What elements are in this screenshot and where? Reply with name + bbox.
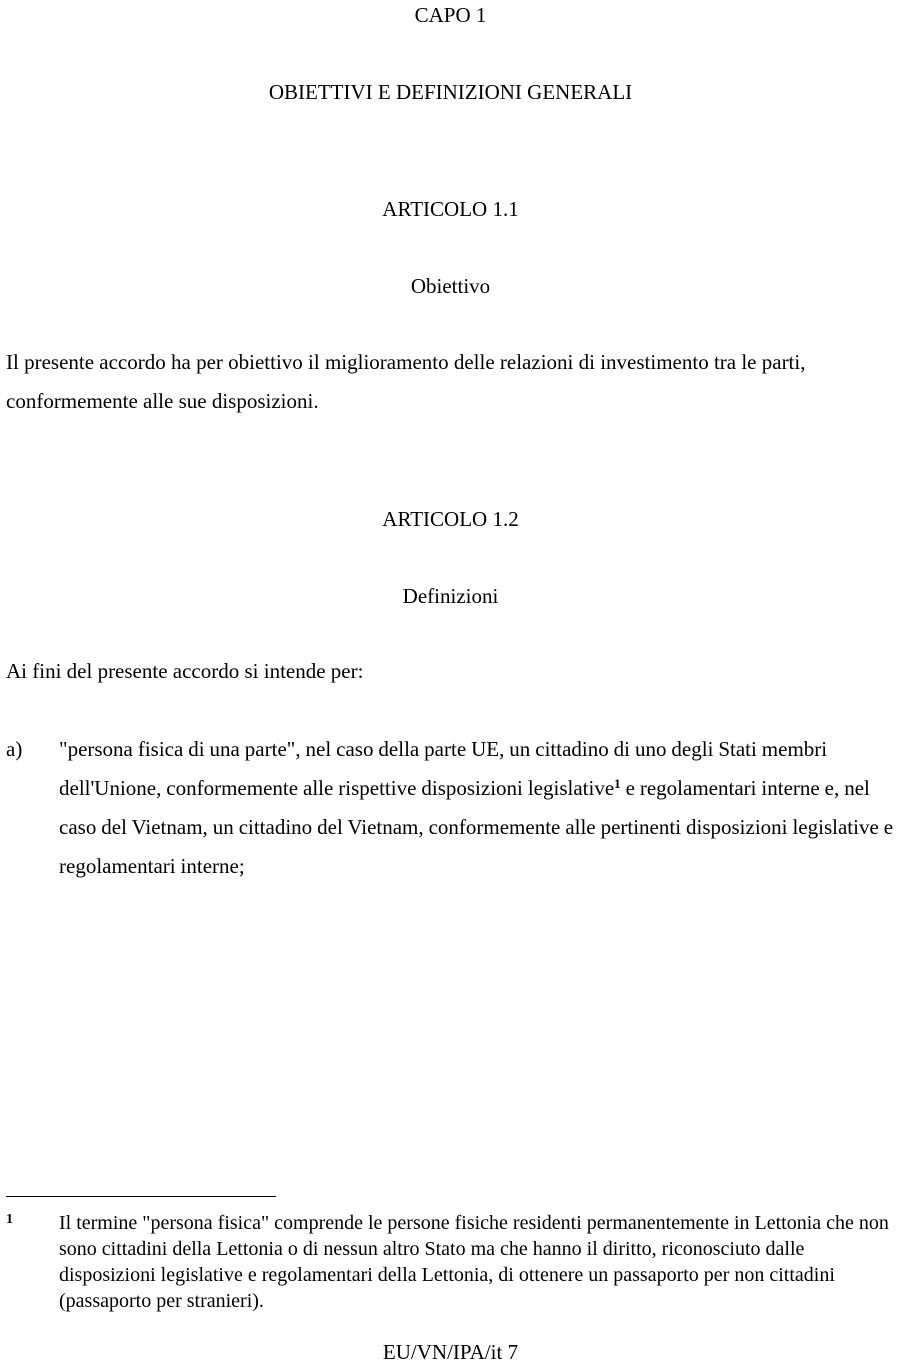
- footnote-reference[interactable]: 1: [614, 776, 621, 791]
- page-footer: EU/VN/IPA/it 7: [382, 1340, 519, 1364]
- footnote-text: Il termine "persona fisica" comprende le persone fisiche residenti permanentemente in Lettonia che non sono cittadini della Lettonia o di nessun altro Stato ma che hanno il diritto, riconosciuto dalle disposizioni legislative e regolamentari della Lettonia, di ottenere un passaporto per non cittadini (passaporto per stranieri).: [59, 1212, 889, 1312]
- article-1-1-heading: ARTICOLO 1.1: [382, 197, 519, 221]
- footnote-separator: [6, 1196, 276, 1197]
- chapter-title: OBIETTIVI E DEFINIZIONI GENERALI: [268, 80, 633, 104]
- list-item-text-after-ref: e regolamentari interne e, nel caso del Vietnam, un cittadino del Vietnam, conformemente alle pertinenti disposizioni legislative e regolamentari interne;: [59, 776, 894, 878]
- footnote-number: 1: [6, 1212, 13, 1227]
- list-item-a-text: [59, 730, 901, 886]
- list-item-label: a): [6, 737, 23, 761]
- article-1-2-heading: ARTICOLO 1.2: [382, 507, 519, 531]
- list-item-text-before-ref: "persona fisica di una parte", nel caso della parte UE, un cittadino di uno degli Stati membri dell'Unione, conformemente alle rispettive disposizioni legislative: [59, 737, 828, 800]
- article-1-2-subtitle: Definizioni: [402, 584, 499, 608]
- article-1-1-paragraph: Il presente accordo ha per obiettivo il miglioramento delle relazioni di investimento tra le parti, conformemente alle sue disposizioni.: [6, 350, 806, 413]
- article-1-2-intro: Ai fini del presente accordo si intende per:: [6, 659, 364, 683]
- chapter-number: CAPO 1: [414, 3, 487, 27]
- article-1-1-subtitle: Obiettivo: [410, 274, 491, 298]
